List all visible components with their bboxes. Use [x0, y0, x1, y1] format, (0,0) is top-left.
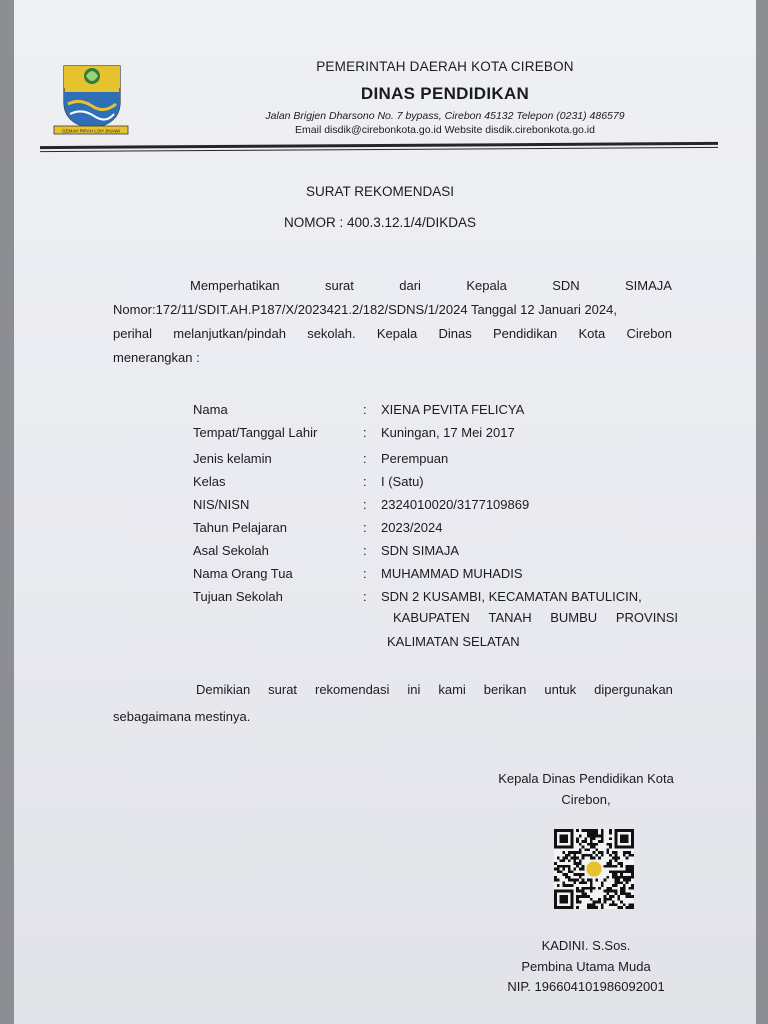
- detail-colon: :: [363, 402, 367, 417]
- word: BUMBU: [550, 610, 598, 625]
- detail-label: Nama Orang Tua: [193, 566, 293, 581]
- agency-address: Jalan Brigjen Dharsono No. 7 bypass, Cirebon 45132 Telepon (0231) 486579: [265, 110, 625, 122]
- signatory-city: Cirebon,: [561, 792, 611, 807]
- word: PROVINSI: [615, 610, 678, 625]
- word: Dinas: [438, 326, 472, 341]
- signatory-nip: NIP. 196604101986092001: [507, 979, 665, 994]
- logo-motto: GEMAH RIPAH LOH JINAWI: [61, 128, 121, 134]
- word: untuk: [544, 682, 577, 697]
- word: Kepala: [376, 326, 418, 341]
- word: ini: [407, 682, 421, 697]
- agency-name: DINAS PENDIDIKAN: [360, 84, 530, 103]
- letter-number: NOMOR : 400.3.12.1/4/DIKDAS: [283, 215, 477, 230]
- city-emblem-logo: [50, 62, 132, 140]
- word: rekomendasi: [315, 682, 390, 697]
- detail-label: Tujuan Sekolah: [193, 589, 283, 604]
- word: surat: [324, 278, 354, 293]
- word: melanjutkan/pindah: [173, 326, 286, 341]
- detail-label: Jenis kelamin: [193, 451, 272, 466]
- detail-value: Kuningan, 17 Mei 2017: [381, 425, 515, 440]
- detail-label: Tahun Pelajaran: [193, 520, 287, 535]
- intro-line-4: menerangkan :: [113, 350, 200, 365]
- letter-title: SURAT REKOMENDASI: [305, 184, 455, 199]
- detail-value: XIENA PEVITA FELICYA: [381, 402, 525, 417]
- detail-colon: :: [363, 566, 367, 581]
- detail-value: 2023/2024: [381, 520, 443, 535]
- signature-qr-code: [552, 829, 636, 909]
- detail-value: I (Satu): [381, 474, 424, 489]
- detail-label: Tempat/Tanggal Lahir: [193, 425, 318, 440]
- signatory-position: Kepala Dinas Pendidikan Kota: [498, 771, 674, 786]
- detail-colon: :: [363, 589, 367, 604]
- intro-line-1: [190, 278, 672, 293]
- word: dari: [399, 278, 421, 293]
- word: Kota: [578, 326, 606, 341]
- detail-colon: :: [363, 451, 367, 466]
- detail-value: MUHAMMAD MUHADIS: [381, 566, 523, 581]
- word: perihal: [113, 326, 153, 341]
- detail-label: Nama: [193, 402, 228, 417]
- word: dipergunakan: [594, 682, 673, 697]
- closing-line-1: [196, 682, 673, 697]
- detail-label: Kelas: [193, 474, 226, 489]
- signatory-name: KADINI. S.Sos.: [541, 938, 631, 953]
- word: Demikian: [196, 682, 251, 697]
- word: KABUPATEN: [393, 610, 470, 625]
- word: SDN: [552, 278, 580, 293]
- detail-value: SDN 2 KUSAMBI, KECAMATAN BATULICIN,: [381, 589, 642, 604]
- detail-colon: :: [363, 543, 367, 558]
- government-name: PEMERINTAH DAERAH KOTA CIREBON: [316, 59, 574, 74]
- detail-label: Asal Sekolah: [193, 543, 269, 558]
- agency-contact: Email disdik@cirebonkota.go.id Website disdik.cirebonkota.go.id: [295, 124, 595, 136]
- detail-colon: :: [363, 425, 367, 440]
- detail-value: SDN SIMAJA: [381, 543, 460, 558]
- detail-colon: :: [363, 474, 367, 489]
- word: Kepala: [466, 278, 507, 293]
- intro-line-3: [113, 326, 672, 341]
- word: TANAH: [488, 610, 532, 625]
- word: Memperhatikan: [190, 278, 280, 293]
- detail-colon: :: [363, 520, 367, 535]
- destination-line-2: [393, 610, 678, 625]
- word: surat: [268, 682, 298, 697]
- word: kami: [438, 682, 466, 697]
- word: SIMAJA: [625, 278, 672, 293]
- word: Cirebon: [626, 326, 672, 341]
- detail-label: NIS/NISN: [193, 497, 250, 512]
- closing-line-2: sebagaimana mestinya.: [113, 709, 251, 724]
- destination-line-3: KALIMATAN SELATAN: [387, 634, 520, 649]
- word: sekolah.: [307, 326, 356, 341]
- letter-page: [14, 0, 756, 1024]
- signatory-rank: Pembina Utama Muda: [521, 959, 651, 974]
- word: Pendidikan: [492, 326, 558, 341]
- word: berikan: [483, 682, 527, 697]
- detail-value: Perempuan: [381, 451, 449, 466]
- intro-line-2: Nomor:172/11/SDIT.AH.P187/X/2023421.2/182/SDNS/1/2024 Tanggal 12 Januari 2024,: [113, 302, 617, 317]
- detail-colon: :: [363, 497, 367, 512]
- detail-value: 2324010020/3177109869: [381, 497, 530, 512]
